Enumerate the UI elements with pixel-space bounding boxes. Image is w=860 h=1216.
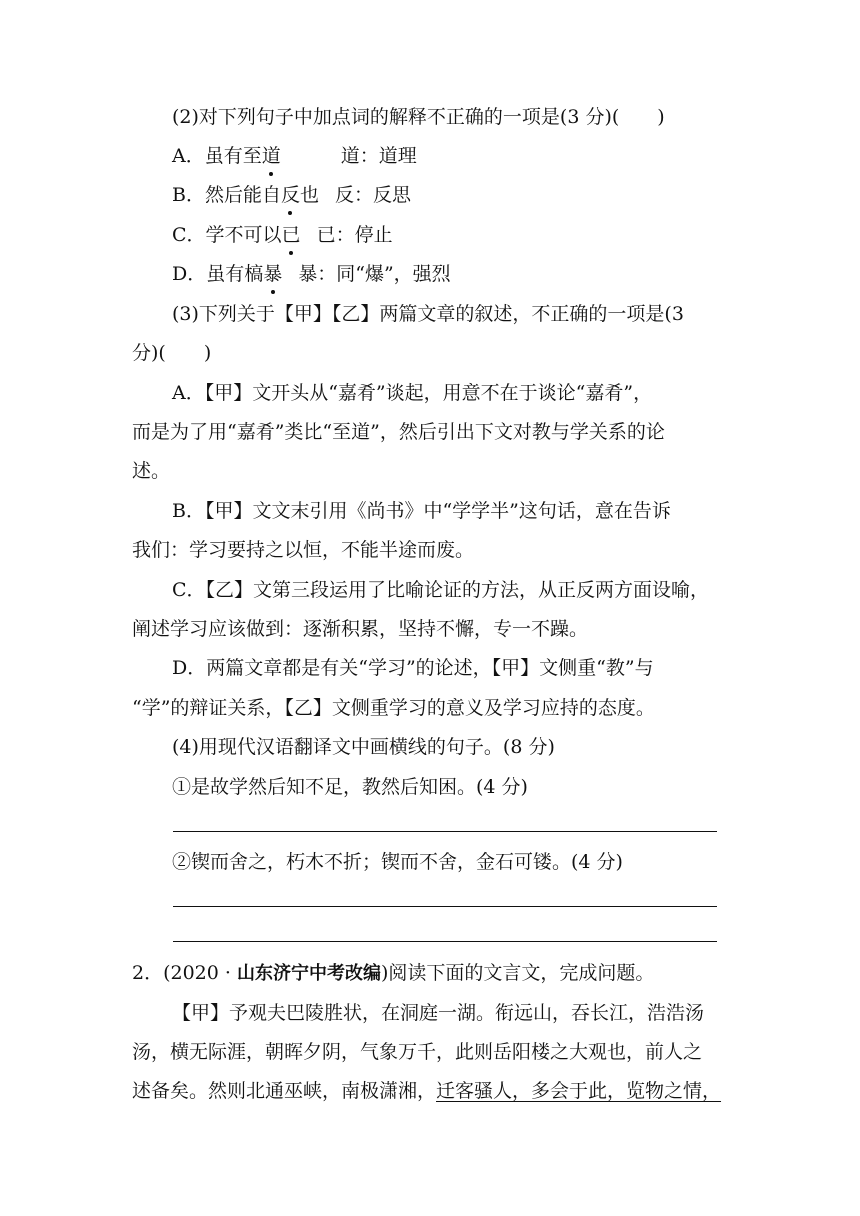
- option-b-text-post: 也: [299, 184, 319, 206]
- option-c-gloss: 已：停止: [316, 224, 393, 246]
- q3-option-d-line-1: D．两篇文章都是有关“学习”的论述，【甲】文侧重“教”与: [172, 657, 654, 679]
- q3-option-b-line-2: 我们：学习要持之以恒，不能半途而废。: [132, 539, 475, 561]
- q3-option-c-line-2: 阐述学习应该做到：逐渐积累，坚持不懈，专一不躁。: [132, 618, 589, 640]
- option-c: [172, 222, 393, 248]
- question-instruction: )阅读下面的文言文，完成问题。: [380, 962, 655, 984]
- answer-line[interactable]: [173, 906, 717, 907]
- question-source: 山东济宁中考改编: [236, 963, 381, 984]
- answer-line[interactable]: [173, 831, 717, 832]
- option-d-text: D．虽有槁: [172, 263, 264, 285]
- option-c-text: C．学不可以: [172, 224, 282, 246]
- dotted-word: 反: [280, 184, 300, 206]
- q4-item-2: ②锲而舍之，朽木不折；锲而不舍，金石可镂。(4 分): [172, 851, 623, 873]
- dotted-word: 暴: [263, 263, 283, 285]
- underlined-sentence: 迁客骚人，多会于此，览物之情，: [436, 1080, 722, 1102]
- q4-item-1: ①是故学然后知不足，教然后知困。(4 分): [172, 776, 528, 798]
- q2-stem: (2)对下列句子中加点词的解释不正确的一项是(3 分)( ): [172, 106, 665, 128]
- q3-stem-line-1: (3)下列关于【甲】【乙】两篇文章的叙述，不正确的一项是(3: [172, 303, 684, 325]
- q4-stem: (4)用现代汉语翻译文中画横线的句子。(8 分): [172, 736, 555, 758]
- passage-line-3: [132, 1078, 721, 1104]
- option-b-text: B．然后能自: [172, 184, 281, 206]
- q3-option-a-line-1: A．【甲】文开头从“嘉肴”谈起，用意不在于谈论“嘉肴”，: [172, 382, 653, 404]
- dotted-word: 道: [261, 145, 281, 167]
- passage-line-1: 【甲】予观夫巴陵胜状，在洞庭一湖。衔远山，吞长江，浩浩汤: [172, 1002, 705, 1024]
- option-d-gloss: 暴：同“爆”，强烈: [298, 263, 451, 285]
- question-2-heading: [132, 960, 654, 987]
- q3-option-a-line-2: 而是为了用“嘉肴”类比“至道”，然后引出下文对教与学关系的论: [132, 421, 665, 443]
- q3-option-b-line-1: B．【甲】文文末引用《尚书》中“学学半”这句话，意在告诉: [172, 500, 671, 522]
- q3-option-d-line-2: “学”的辩证关系，【乙】文侧重学习的意义及学习应持的态度。: [132, 697, 655, 719]
- option-b: [172, 182, 411, 208]
- question-number: 2．(2020 ·: [132, 962, 237, 984]
- passage-text: 述备矣。然则北通巫峡，南极潇湘，: [132, 1080, 437, 1102]
- passage-line-2: 汤，横无际涯，朝晖夕阴，气象万千，此则岳阳楼之大观也，前人之: [132, 1041, 703, 1063]
- option-d: [172, 261, 451, 287]
- q3-option-a-line-3: 述。: [132, 460, 171, 482]
- option-a-gloss: 道：道理: [340, 145, 417, 167]
- q3-option-c-line-1: C．【乙】文第三段运用了比喻论证的方法，从正反两方面设喻，: [172, 579, 710, 601]
- q3-stem-line-2: 分)( ): [132, 342, 212, 364]
- dotted-word: 已: [281, 224, 301, 246]
- answer-line[interactable]: [173, 941, 717, 942]
- option-b-gloss: 反：反思: [335, 184, 412, 206]
- option-a-text: A．虽有至: [172, 145, 262, 167]
- option-a: [172, 143, 417, 169]
